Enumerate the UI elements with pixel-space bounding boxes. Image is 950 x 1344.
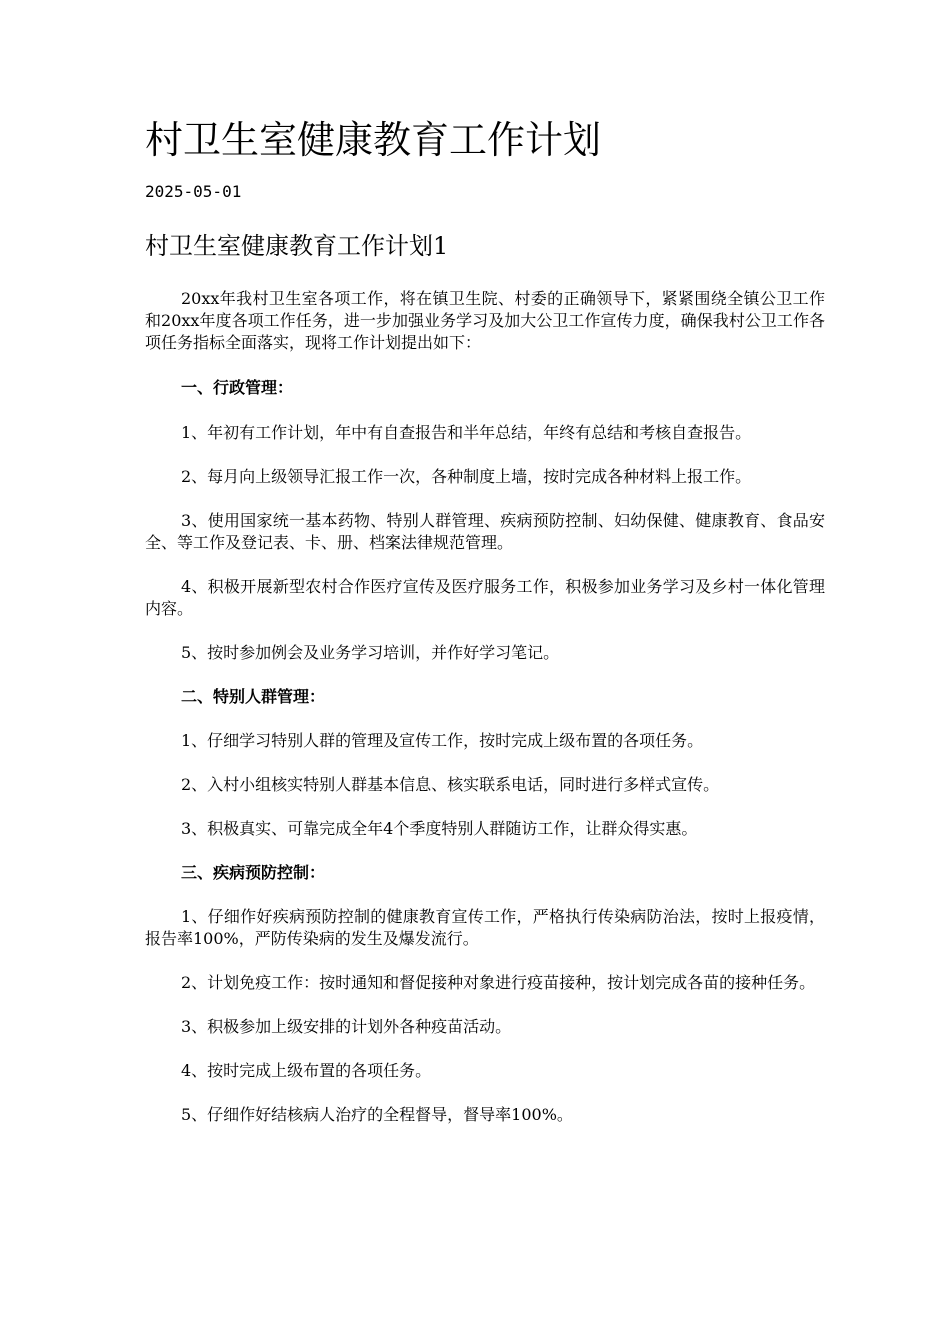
section-heading-special: 二、特别人群管理：: [181, 687, 326, 706]
disease-item-5: 5、仔细作好结核病人治疗的全程督导，督导率100%。: [181, 1105, 573, 1124]
document-title: 村卫生室健康教育工作计划: [145, 118, 602, 162]
disease-item-4: 4、按时完成上级布置的各项任务。: [181, 1061, 432, 1080]
admin-item-1: 1、年初有工作计划，年中有自查报告和半年总结，年终有总结和考核自查报告。: [181, 423, 752, 442]
disease-item-2: 2、计划免疫工作：按时通知和督促接种对象进行疫苗接种，按计划完成各苗的接种任务。: [181, 973, 816, 992]
intro-paragraph: 20xx年我村卫生室各项工作，将在镇卫生院、村委的正确领导下，紧紧围绕全镇公卫工作和20xx年度各项工作任务，进一步加强业务学习及加大公卫工作宣传力度，确保我村公卫工作各项任务指标全面落实，现将工作计划提出如下：: [145, 289, 825, 352]
special-item-3: 3、积极真实、可靠完成全年4个季度特别人群随访工作，让群众得实惠。: [181, 819, 698, 838]
disease-item-1: 1、仔细作好疾病预防控制的健康教育宣传工作，严格执行传染病防治法，按时上报疫情，报告率100%，严防传染病的发生及爆发流行。: [145, 907, 825, 948]
disease-item-3: 3、积极参加上级安排的计划外各种疫苗活动。: [181, 1017, 512, 1036]
section-title: 村卫生室健康教育工作计划1: [145, 232, 449, 260]
admin-item-5: 5、按时参加例会及业务学习培训，并作好学习笔记。: [181, 643, 560, 662]
section-heading-admin: 一、行政管理：: [181, 378, 294, 397]
admin-item-3: 3、使用国家统一基本药物、特别人群管理、疾病预防控制、妇幼保健、健康教育、食品安全、等工作及登记表、卡、册、档案法律规范管理。: [145, 511, 825, 552]
document-page: [145, 110, 825, 1126]
special-item-1: 1、仔细学习特别人群的管理及宣传工作，按时完成上级布置的各项任务。: [181, 731, 704, 750]
special-item-2: 2、入村小组核实特别人群基本信息、核实联系电话，同时进行多样式宣传。: [181, 775, 720, 794]
admin-item-4: 4、积极开展新型农村合作医疗宣传及医疗服务工作，积极参加业务学习及乡村一体化管理内容。: [145, 577, 825, 618]
document-date: 2025-05-01: [145, 182, 242, 201]
admin-item-2: 2、每月向上级领导汇报工作一次，各种制度上墙，按时完成各种材料上报工作。: [181, 467, 752, 486]
section-heading-disease: 三、疾病预防控制：: [181, 863, 326, 882]
